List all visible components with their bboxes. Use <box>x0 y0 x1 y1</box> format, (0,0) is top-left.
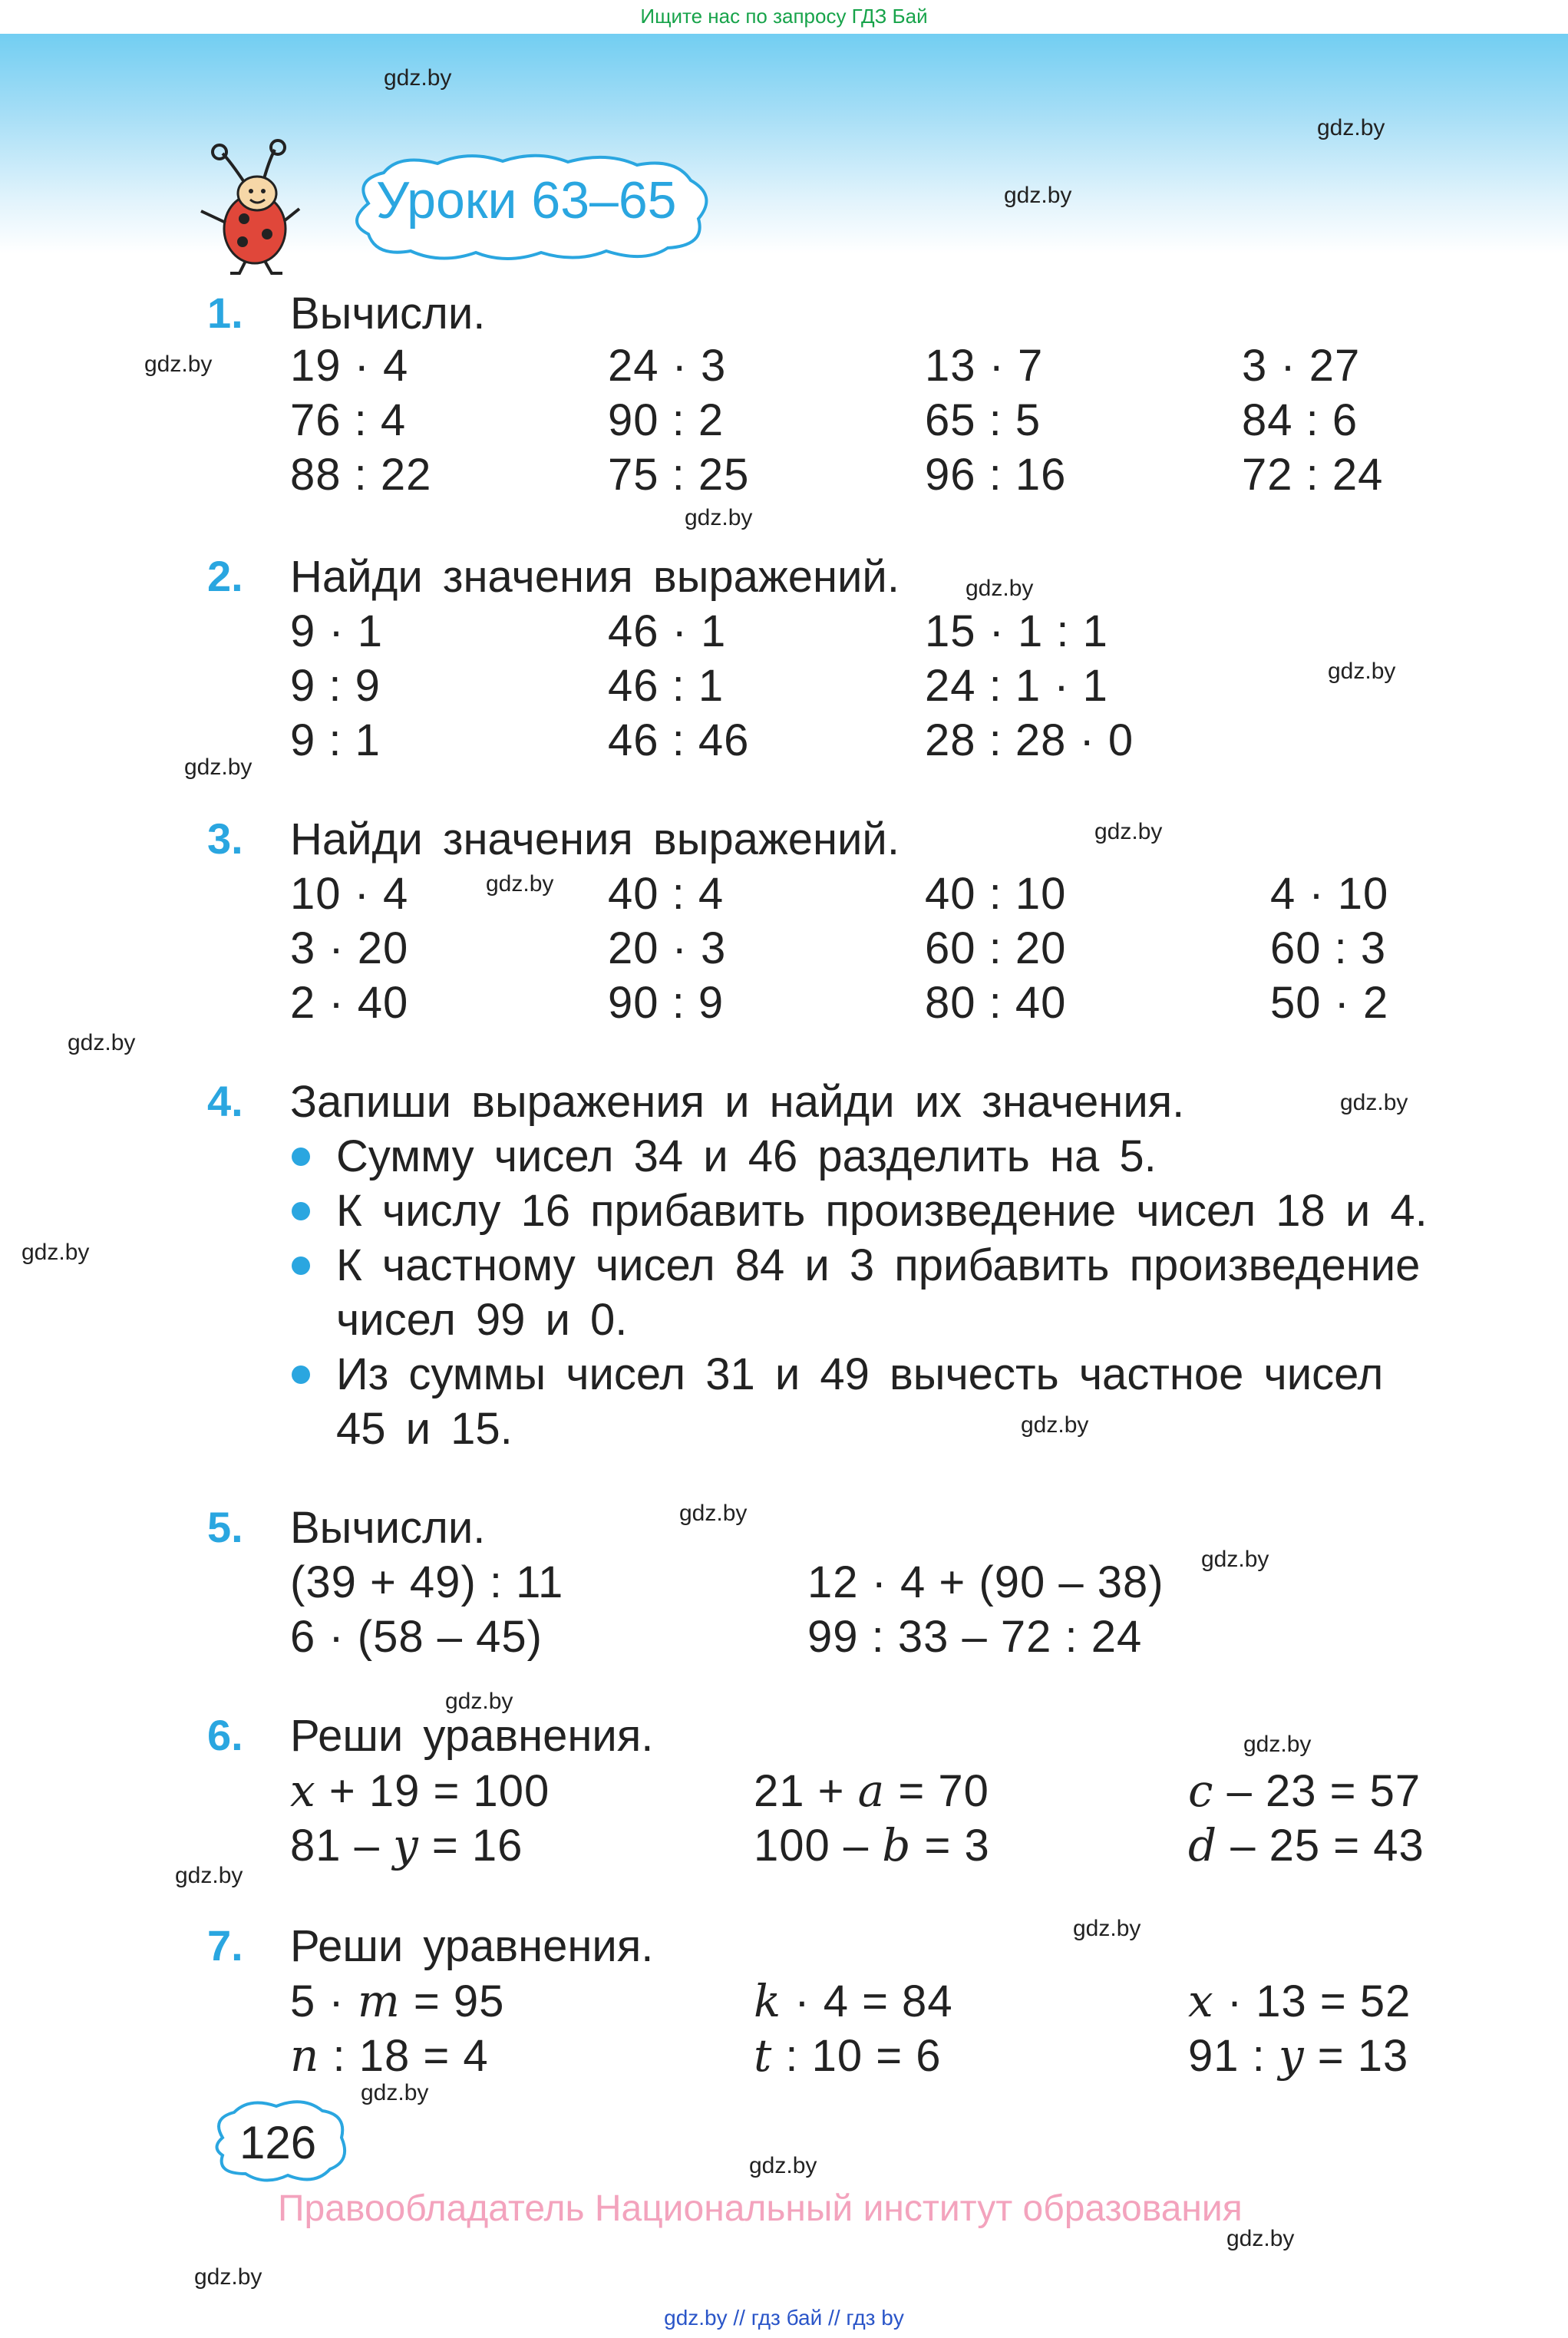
top-banner[interactable]: Ищите нас по запросу ГДЗ Бай <box>0 0 1568 34</box>
task-5-expr: 99 : 33 – 72 : 24 <box>807 1612 1143 1662</box>
task-3-heading: Найди значения выражений. <box>290 814 900 864</box>
variable: a <box>857 1765 886 1817</box>
task-4-item: К числу 16 прибавить произведение чисел 18 и 4. <box>336 1186 1428 1236</box>
task-6-equation: 100 – b = 3 <box>754 1819 990 1871</box>
task-7-equation: n : 18 = 4 <box>290 2029 489 2082</box>
task-4-item: Из суммы чисел 31 и 49 вычесть частное чисел <box>336 1349 1384 1399</box>
task-2-expr: 9 · 1 <box>290 606 384 656</box>
bullet-icon <box>292 1202 310 1220</box>
variable: y <box>1278 2029 1305 2082</box>
variable: t <box>754 2029 773 2082</box>
task-6-equation: 21 + a = 70 <box>754 1765 989 1817</box>
task-3-expr: 2 · 40 <box>290 978 409 1028</box>
task-7-equation: x · 13 = 52 <box>1188 1975 1411 2027</box>
task-2-expr: 15 · 1 : 1 <box>925 606 1108 656</box>
task-2-expr: 46 : 1 <box>608 661 725 711</box>
watermark: gdz.by <box>68 1030 136 1055</box>
ladybug-mascot-icon <box>192 138 307 276</box>
task-2-number: 2. <box>207 552 243 600</box>
task-7-number: 7. <box>207 1921 243 1970</box>
task-1-expr: 19 · 4 <box>290 341 409 391</box>
variable: x <box>1188 1975 1214 2027</box>
task-6-number: 6. <box>207 1711 243 1759</box>
task-1-expr: 24 · 3 <box>608 341 727 391</box>
task-7-heading: Реши уравнения. <box>290 1921 654 1971</box>
task-4-item: К частному чисел 84 и 3 прибавить произведение <box>336 1240 1421 1290</box>
task-6-equation: d – 25 = 43 <box>1188 1819 1424 1871</box>
watermark: gdz.by <box>1201 1547 1269 1572</box>
watermark: gdz.by <box>966 576 1034 601</box>
task-1-expr: 76 : 4 <box>290 395 407 445</box>
bullet-icon <box>292 1365 310 1384</box>
task-7-equation: k · 4 = 84 <box>754 1975 953 2027</box>
variable: x <box>290 1765 316 1817</box>
task-3-number: 3. <box>207 814 243 863</box>
task-1-expr: 13 · 7 <box>925 341 1044 391</box>
task-5-expr: 12 · 4 + (90 – 38) <box>807 1557 1164 1607</box>
watermark: gdz.by <box>21 1240 90 1265</box>
task-1-expr: 88 : 22 <box>290 450 432 500</box>
task-4-heading: Запиши выражения и найди их значения. <box>290 1077 1185 1127</box>
task-6-heading: Реши уравнения. <box>290 1711 654 1761</box>
task-4-item: Сумму чисел 34 и 46 разделить на 5. <box>336 1131 1157 1181</box>
watermark: gdz.by <box>1328 659 1396 684</box>
watermark: gdz.by <box>175 1863 243 1888</box>
task-7-equation: 91 : y = 13 <box>1188 2029 1409 2082</box>
watermark: gdz.by <box>384 65 452 91</box>
task-1-heading: Вычисли. <box>290 289 486 338</box>
task-4-number: 4. <box>207 1077 243 1125</box>
bullet-icon <box>292 1257 310 1275</box>
task-5-expr: 6 · (58 – 45) <box>290 1612 543 1662</box>
watermark: gdz.by <box>1317 115 1385 140</box>
task-2-expr: 28 : 28 · 0 <box>925 715 1134 765</box>
task-6-equation: c – 23 = 57 <box>1188 1765 1421 1817</box>
page-number: 126 <box>239 2117 317 2168</box>
task-2-expr: 9 : 9 <box>290 661 381 711</box>
task-3-expr: 60 : 3 <box>1270 923 1387 973</box>
variable: m <box>357 1975 401 2027</box>
watermark: gdz.by <box>1021 1412 1089 1438</box>
watermark: gdz.by <box>361 2080 429 2105</box>
task-7-equation: t : 10 = 6 <box>754 2029 942 2082</box>
watermark: gdz.by <box>1004 183 1072 208</box>
watermark: gdz.by <box>685 505 753 530</box>
task-3-expr: 90 : 9 <box>608 978 725 1028</box>
task-6-equation: x + 19 = 100 <box>290 1765 550 1817</box>
task-1-number: 1. <box>207 289 243 337</box>
task-3-expr: 40 : 10 <box>925 869 1067 919</box>
watermark: gdz.by <box>1073 1916 1141 1941</box>
task-1-expr: 3 · 27 <box>1242 341 1361 391</box>
task-1-expr: 72 : 24 <box>1242 450 1384 500</box>
watermark: gdz.by <box>1340 1090 1408 1115</box>
task-5-expr: (39 + 49) : 11 <box>290 1557 564 1607</box>
variable: b <box>882 1819 912 1871</box>
task-2-heading: Найди значения выражений. <box>290 552 900 602</box>
task-3-expr: 3 · 20 <box>290 923 409 973</box>
task-7-equation: 5 · m = 95 <box>290 1975 505 2027</box>
footer-links[interactable]: gdz.by // гдз бай // гдз by <box>664 2306 904 2330</box>
task-4-item-continued: чисел 99 и 0. <box>336 1295 628 1345</box>
watermark: gdz.by <box>144 352 213 377</box>
watermark: gdz.by <box>486 871 554 897</box>
task-5-number: 5. <box>207 1503 243 1551</box>
task-1-expr: 90 : 2 <box>608 395 725 445</box>
task-3-expr: 4 · 10 <box>1270 869 1389 919</box>
task-3-expr: 80 : 40 <box>925 978 1067 1028</box>
watermark: gdz.by <box>445 1689 513 1714</box>
task-1-expr: 65 : 5 <box>925 395 1041 445</box>
watermark: gdz.by <box>194 2264 262 2290</box>
copyright-notice: Правообладатель Национальный институт образования <box>278 2188 1243 2229</box>
task-3-expr: 60 : 20 <box>925 923 1067 973</box>
watermark: gdz.by <box>679 1501 748 1526</box>
task-3-expr: 10 · 4 <box>290 869 409 919</box>
task-1-expr: 75 : 25 <box>608 450 750 500</box>
watermark: gdz.by <box>1094 819 1163 844</box>
task-2-expr: 46 : 46 <box>608 715 750 765</box>
variable: y <box>393 1819 419 1871</box>
variable: k <box>754 1975 782 2027</box>
task-3-expr: 40 : 4 <box>608 869 725 919</box>
watermark: gdz.by <box>1243 1732 1312 1757</box>
task-1-expr: 96 : 16 <box>925 450 1067 500</box>
task-1-expr: 84 : 6 <box>1242 395 1358 445</box>
variable: c <box>1188 1765 1214 1817</box>
task-3-expr: 20 · 3 <box>608 923 727 973</box>
task-4-item-continued: 45 и 15. <box>336 1404 513 1454</box>
bullet-icon <box>292 1148 310 1166</box>
task-5-heading: Вычисли. <box>290 1503 486 1553</box>
task-2-expr: 24 : 1 · 1 <box>925 661 1108 711</box>
task-2-expr: 9 : 1 <box>290 715 381 765</box>
task-6-equation: 81 – y = 16 <box>290 1819 523 1871</box>
page-title: Уроки 63–65 <box>376 171 677 230</box>
watermark: gdz.by <box>1226 2226 1295 2251</box>
variable: n <box>290 2029 320 2082</box>
task-3-expr: 50 · 2 <box>1270 978 1389 1028</box>
watermark: gdz.by <box>184 755 253 780</box>
task-2-expr: 46 · 1 <box>608 606 727 656</box>
variable: d <box>1188 1819 1218 1871</box>
watermark: gdz.by <box>749 2153 817 2178</box>
